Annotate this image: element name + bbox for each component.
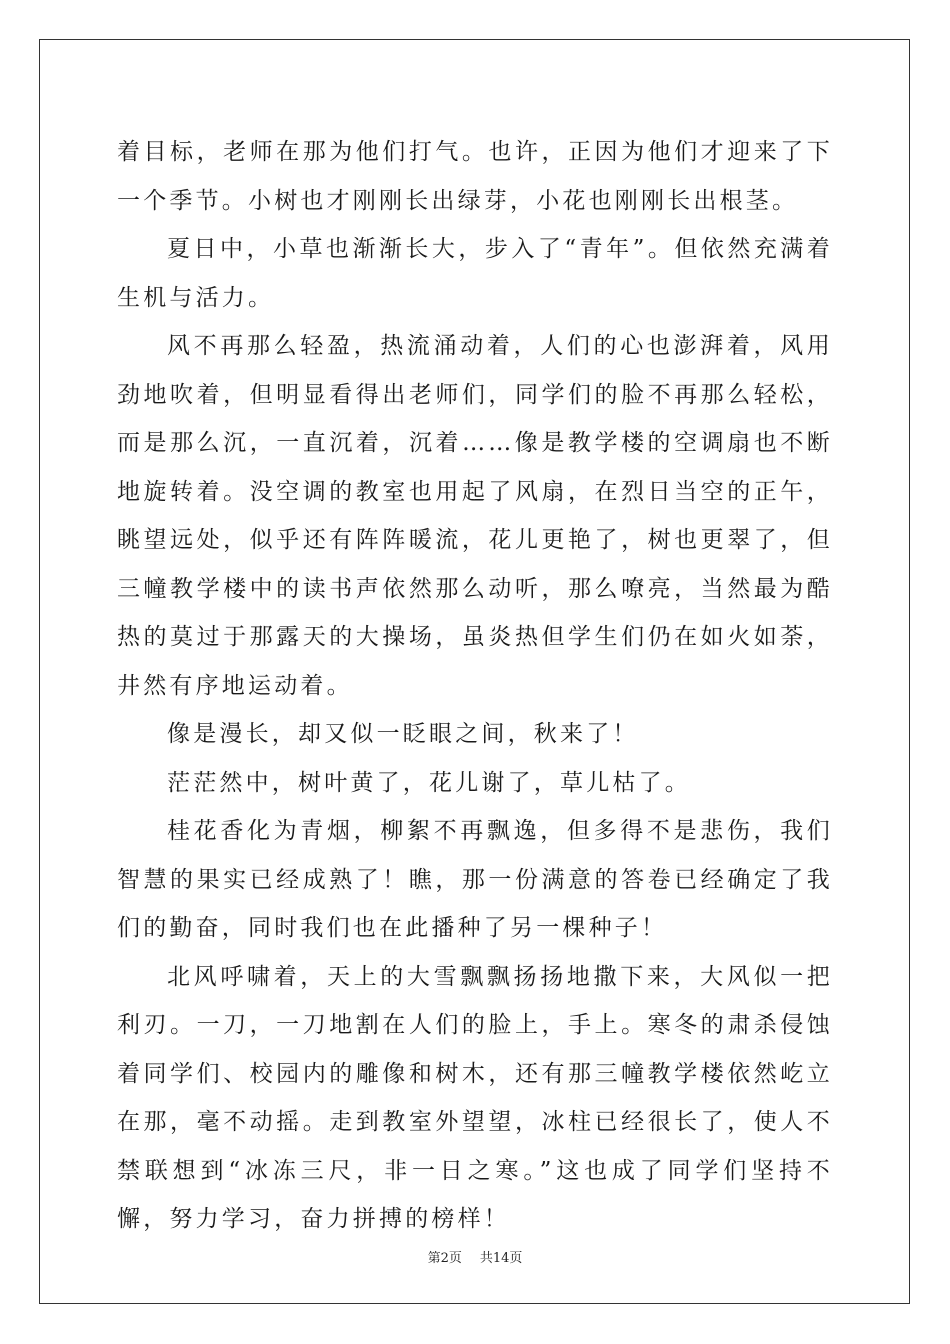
paragraph: 着目标，老师在那为他们打气。也许，正因为他们才迎来了下一个季节。小树也才刚刚长出绿芽，小花也刚刚长出根茎。: [117, 139, 833, 214]
paragraph: 像是漫长，却又似一眨眼之间，秋来了！: [167, 721, 639, 747]
page-number: 第2页: [427, 1251, 462, 1266]
paragraph: 桂花香化为青烟，柳絮不再飘逸，但多得不是悲伤，我们智慧的果实已经成熟了！瞧，那一份满意的答卷已经确定了我们的勤奋，同时我们也在此播种了另一棵种子！: [117, 818, 833, 941]
paragraph: 北风呼啸着，天上的大雪飘飘扬扬地撒下来，大风似一把利刃。一刀，一刀地割在人们的脸上，手上。寒冬的肃杀侵蚀着同学们、校园内的雕像和树木，还有那三幢教学楼依然屹立在那，毫不动摇。走到教室外望望，冰柱已经很长了，使人不禁联想到“冰冻三尺，非一日之寒。”这也成了同学们坚持不懈，努力学习，奋力拼搏的榜样！: [117, 963, 833, 1232]
page-total: 共14页: [479, 1251, 523, 1266]
document-body: [117, 128, 833, 1244]
paragraph: 茫茫然中，树叶黄了，花儿谢了，草儿枯了。: [167, 769, 691, 796]
page-footer: [0, 1247, 950, 1266]
paragraph: 夏日中，小草也渐渐长大，步入了“青年”。但依然充满着生机与活力。: [117, 236, 833, 311]
paragraph: 风不再那么轻盈，热流涌动着，人们的心也澎湃着，风用劲地吹着，但明显看得出老师们，同学们的脸不再那么轻松，而是那么沉，一直沉着，沉着……像是教学楼的空调扇也不断地旋转着。没空调的教室也用起了风扇，在烈日当空的正午，眺望远处，似乎还有阵阵暖流，花儿更艳了，树也更翠了，但三幢教学楼中的读书声依然那么动听，那么嘹亮，当然最为酷热的莫过于那露天的大操场，虽炎热但学生们仍在如火如荼，井然有序地运动着。: [117, 333, 833, 699]
